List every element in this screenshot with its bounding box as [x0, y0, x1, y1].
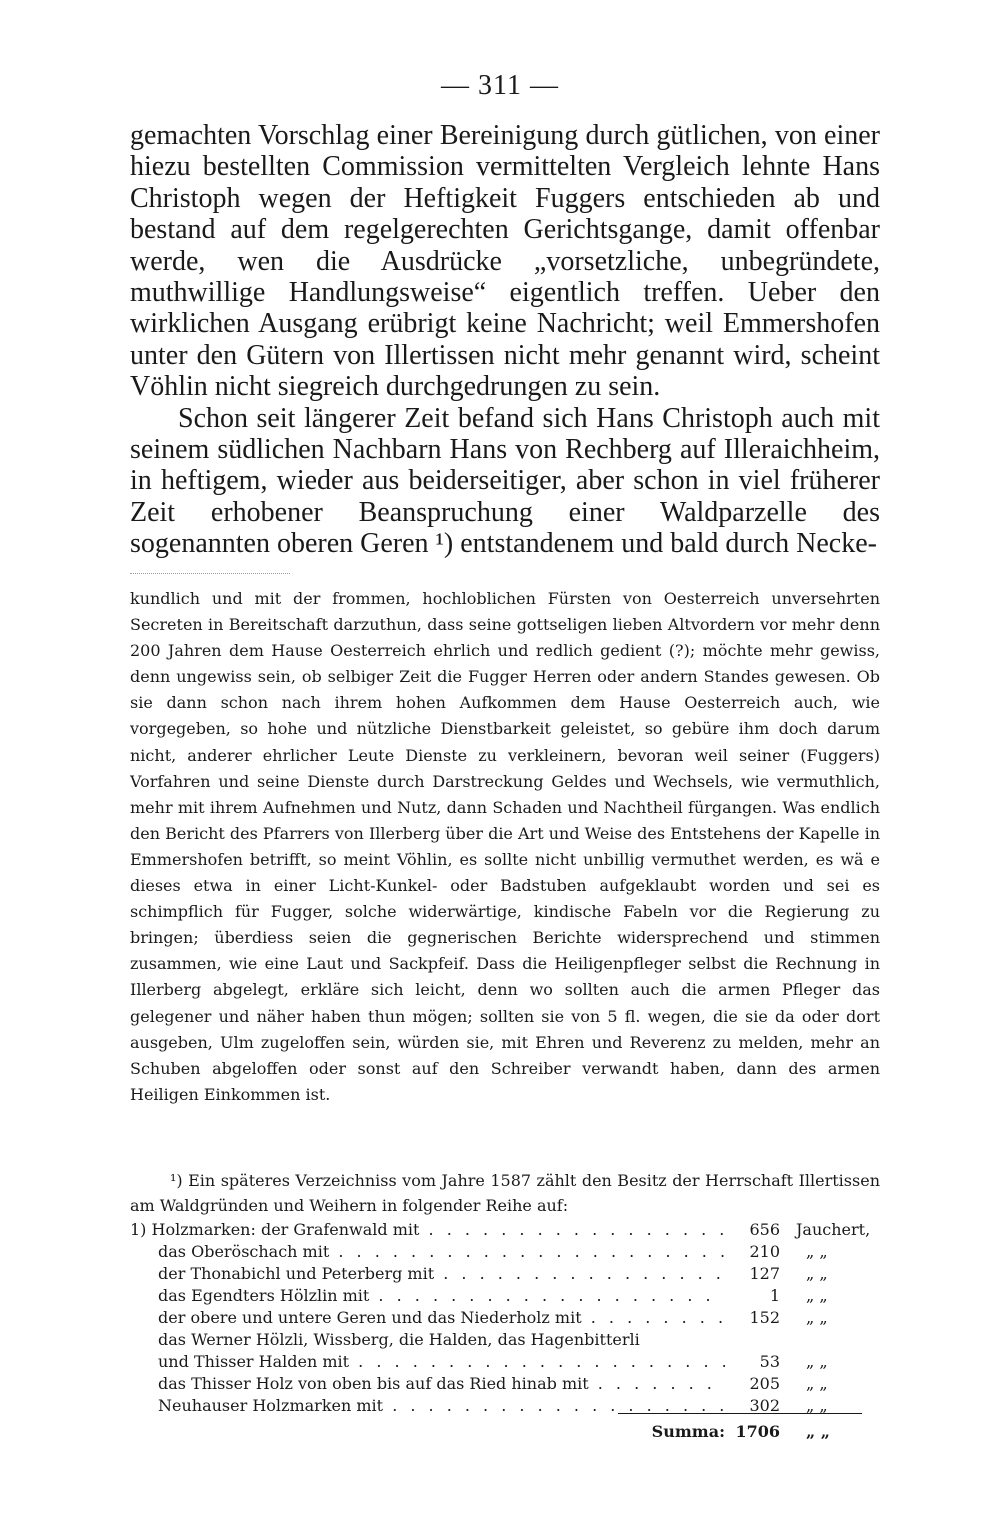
holdings-label: Neuhauser Holzmarken mit . . .	[158, 1395, 725, 1417]
holdings-label: und Thisser Halden mit . . .	[158, 1351, 725, 1373]
holdings-row	[130, 1351, 890, 1373]
footnote-1: ¹) Ein späteres Verzeichniss vom Jahre 1587 zählt den Besitz der Herrschaft Illertissen am Waldgründen und Weihern in folgender Reihe auf:	[130, 1171, 880, 1215]
holdings-row	[130, 1241, 890, 1263]
holdings-label: der obere und untere Geren und das Niederholz mit . . .	[158, 1307, 725, 1329]
holdings-value: 127	[749, 1264, 780, 1283]
sum-label: Summa:	[651, 1422, 725, 1441]
holdings-unit: „ „	[806, 1308, 828, 1327]
holdings-label: 1) Holzmarken: der Grafenwald mit . . .	[130, 1219, 725, 1241]
holdings-label: das Oberöschach mit . . .	[158, 1241, 725, 1263]
holdings-row	[130, 1285, 890, 1307]
holdings-unit: „ „	[806, 1374, 828, 1393]
holdings-unit: „ „	[806, 1264, 828, 1283]
holdings-row	[130, 1329, 890, 1351]
main-text	[130, 120, 880, 560]
holdings-value: 205	[749, 1374, 780, 1393]
holdings-unit: Jauchert,	[796, 1220, 871, 1239]
holdings-unit: „ „	[806, 1396, 828, 1415]
holdings-label: das Werner Hölzli, Wissberg, die Halden, das Hagenbitterli	[158, 1330, 640, 1349]
holdings-row	[130, 1307, 890, 1329]
holdings-label: der Thonabichl und Peterberg mit . . .	[158, 1263, 725, 1285]
holdings-value: 152	[749, 1308, 780, 1327]
holdings-row	[130, 1219, 890, 1241]
footnote-continuation: kundlich und mit der frommen, hochloblichen Fürsten von Oesterreich unversehrten Secreten in Bereitschaft darzuthun, dass seine gottseligen lieben Altvordern vor mehr denn 200 Jahren dem Hause Oesterreich ehrlich und redlich gedient (?); möchte mehr gewiss, denn ungewiss sein, ob selbiger Zeit die Fugger Herren oder andern Standes gewesen. Ob sie dann schon nach ihrem hohen Aufkommen dem Hause Oesterreich auch, wie vorgegeben, so hohe und nützliche Dienstbarkeit geleistet, so gebüre ihm doch darum nicht, anderer ehrlicher Leute Dienste zu verkleinern, bevoran weil seiner (Fuggers) Vorfahren und seine Dienste durch Darstreckung Geldes und Wechsels, wie vermuthlich, mehr mit ihrem Aufnehmen und Nutz, dann Schaden und Nachtheil fürgangen. Was endlich den Bericht des Pfarrers von Illerberg über die Art und Weise des Entstehens der Kapelle in Emmershofen betrifft, so meint Vöhlin, es sollte nicht unbillig vermuthet werden, es wä e dieses etwa in einer Licht-Kunkel- oder Badstuben aufgeklaubt worden und sei es schimpflich für Fugger, solche widerwärtige, kindische Fabeln vor die Regierung zu bringen; überdiess seien die gegnerischen Berichte widersprechend und stimmen zusammen, wie eine Laut und Sackpfeif. Dass die Heiligenpfleger selbst die Rechnung in Illerberg abgelegt, erkläre sich leicht, denn wo sollten auch die armen Pfleger das gelegener und näher haben thun mögen; sollten sie von 5 fl. wegen, die sie da oder dort ausgeben, Ulm zugeloffen sein, würden sie, mit Ehren und Reverenz zu melden, mehr an Schuben abgeloffen oder sonst auf den Schreiber verwandt haben, dann des armen Heiligen Einkommen ist.	[130, 589, 880, 1104]
holdings-row	[130, 1263, 890, 1285]
holdings-label: das Egendters Hölzlin mit . . .	[158, 1285, 725, 1307]
holdings-unit: „ „	[806, 1352, 828, 1371]
sum-rule	[618, 1413, 862, 1414]
holdings-sum-row	[130, 1421, 890, 1443]
page-number: — 311 —	[441, 70, 559, 101]
holdings-value: 302	[749, 1396, 780, 1415]
holdings-unit: „ „	[806, 1286, 828, 1305]
holdings-value: 210	[749, 1242, 780, 1261]
holdings-value: 1	[769, 1286, 780, 1305]
paragraph: Schon seit längerer Zeit befand sich Hans Christoph auch mit seinem südlichen Nachbarn Hans von Rechberg auf Illeraichheim, in heftigem, wieder aus beiderseitiger, aber schon in viel früherer Zeit erhobener Beanspruchung einer Waldparzelle des sogenannten oberen Geren ¹) entstandenem und bald durch Necke-	[130, 402, 880, 560]
sum-unit: „ „	[806, 1422, 830, 1441]
paragraph: gemachten Vorschlag einer Bereinigung durch gütlichen, von einer hiezu bestellten Commission vermittelten Vergleich lehnte Hans Christoph wegen der Heftigkeit Fuggers entschieden ab und bestand auf dem regelgerechten Gerichtsgange, damit offenbar werde, wen die Ausdrücke „vorsetzliche, unbegründete, muthwillige Handlungsweise“ eigentlich treffen. Ueber den wirklichen Ausgang erübrigt keine Nachricht; weil Emmershofen unter den Gütern von Illertissen nicht mehr genannt wird, scheint Vöhlin nicht siegreich durchgedrungen zu sein.	[130, 120, 880, 403]
holdings-value: 656	[749, 1220, 780, 1239]
holdings-row	[130, 1373, 890, 1395]
holdings-unit: „ „	[806, 1242, 828, 1261]
footnote-separator	[130, 573, 290, 574]
holdings-value: 53	[759, 1352, 780, 1371]
holdings-label: das Thisser Holz von oben bis auf das Ried hinab mit . . .	[158, 1373, 725, 1395]
sum-value: 1706	[735, 1422, 780, 1441]
